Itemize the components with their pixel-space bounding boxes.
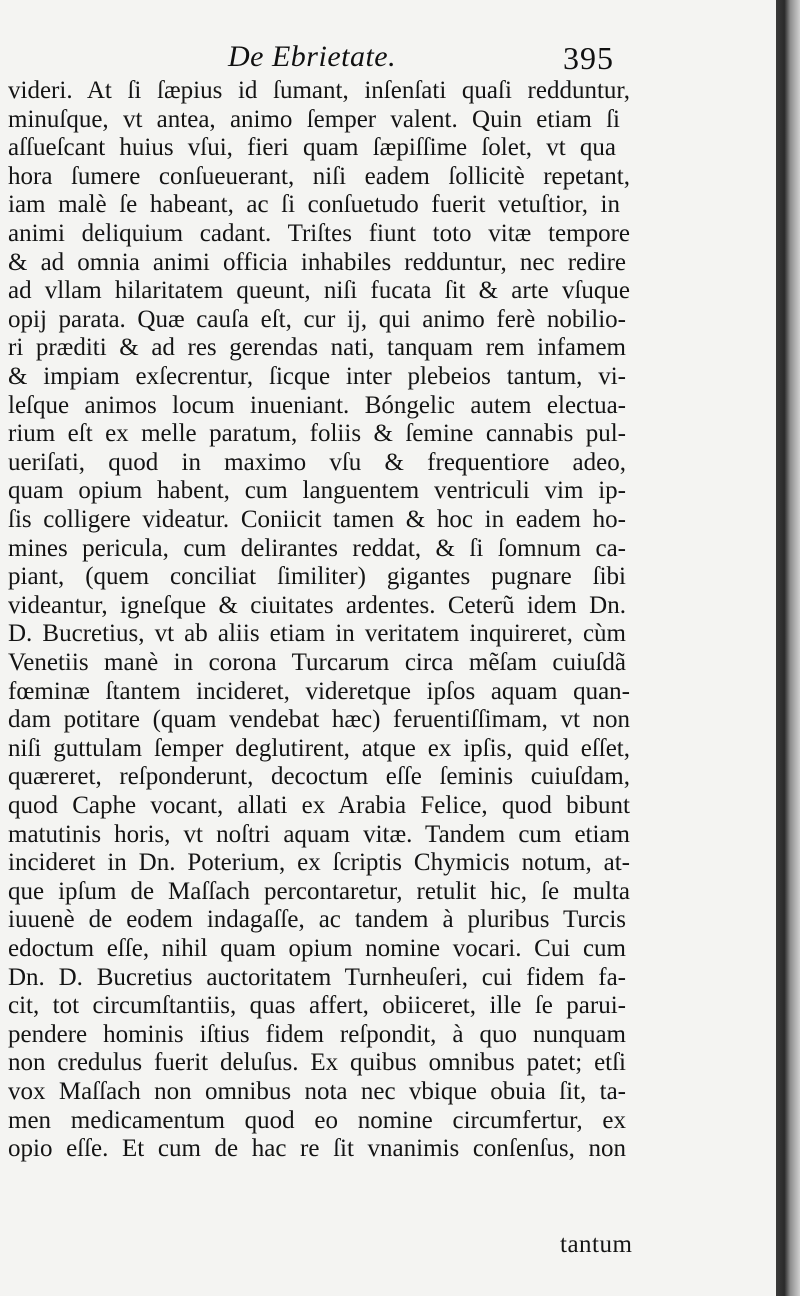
text-line: ad vllam hilaritatem queunt, niſi fucata ſit & arte vſuque — [8, 277, 630, 305]
text-line: que ipſum de Maſſach percontaretur, retulit hic, ſe multa — [8, 877, 630, 905]
text-line: opij parata. Quæ cauſa eſt, cur ij, qui animo ferè nobilio- — [8, 305, 626, 333]
text-line: cit, tot circumſtantiis, quas affert, obiiceret, ille ſe parui- — [8, 992, 626, 1020]
text-line: Venetiis manè in corona Turcarum circa mẽſam cuiuſdã — [8, 649, 626, 676]
text-line: iam malè ſe habeant, ac ſi conſuetudo fuerit vetuſtior, in — [8, 191, 620, 219]
text-line: matutinis horis, vt noſtri aquam vitæ. Tandem cum etiam — [8, 820, 630, 848]
text-line: Dn. D. Bucretius auctoritatem Turnheuſeri, cui fidem fa- — [8, 963, 626, 991]
text-line: men medicamentum quod eo nomine circumfertur, ex — [8, 1106, 626, 1134]
text-line: ſis colligere videatur. Coniicit tamen & hoc in eadem ho- — [8, 506, 626, 533]
text-line: ueriſati, quod in maximo vſu & frequentiore adeo, — [8, 448, 626, 476]
text-line: ri præditi & ad res gerendas nati, tanquam rem infamem — [8, 334, 626, 362]
text-line: dam potitare (quam vendebat hæc) feruentiſſimam, vt non — [8, 706, 630, 734]
text-line: videri. At ſi ſæpius id ſumant, inſenſati quaſi redduntur, — [8, 77, 630, 104]
text-line: incideret in Dn. Poterium, ex ſcriptis Chymicis notum, at- — [8, 849, 630, 877]
text-line: aſſueſcant huius vſui, fieri quam ſæpiſſime ſolet, vt qua — [8, 134, 616, 162]
text-line: non credulus fuerit deluſus. Ex quibus omnibus patet; etſi — [8, 1049, 626, 1077]
text-line: vox Maſſach non omnibus nota nec vbique obuia ſit, ta- — [8, 1078, 626, 1105]
text-line: pendere hominis iſtius fidem reſpondit, à quo nunquam — [8, 1020, 626, 1048]
running-title: De Ebrietate. — [228, 40, 397, 73]
text-line: niſi guttulam ſemper deglutirent, atque ex ipſis, quid eſſet, — [8, 734, 630, 762]
text-line: iuuenè de eodem indagaſſe, ac tandem à pluribus Turcis — [8, 906, 626, 934]
text-line: rium eſt ex melle paratum, foliis & ſemine cannabis pul- — [8, 420, 626, 448]
text-line: & impiam exſecrentur, ſicque inter plebeios tantum, vi- — [8, 363, 626, 390]
text-line: edoctum eſſe, nihil quam opium nomine vocari. Cui cum — [8, 935, 626, 962]
text-line: animi deliquium cadant. Triſtes fiunt toto vitæ tempore — [8, 220, 630, 247]
page-number: 395 — [563, 40, 614, 76]
text-line: opio eſſe. Et cum de hac re ſit vnanimis conſenſus, non — [8, 1135, 626, 1163]
catchword: tantum — [560, 1231, 633, 1258]
text-line: D. Bucretius, vt ab aliis etiam in veritatem inquireret, cùm — [8, 620, 626, 648]
text-line: & ad omnia animi officia inhabiles redduntur, nec redire — [8, 248, 626, 276]
page-edge-shadow — [776, 0, 800, 1296]
text-line: quæreret, reſponderunt, decoctum eſſe ſeminis cuiuſdam, — [8, 763, 630, 791]
text-line: leſque animos locum inueniant. Bóngelic autem electua- — [8, 391, 626, 419]
text-line: quam opium habent, cum languentem ventriculi vim ip- — [8, 477, 626, 505]
text-line: quod Caphe vocant, allati ex Arabia Felice, quod bibunt — [8, 792, 630, 819]
text-line: fœminæ ſtantem incideret, videretque ipſos aquam quan- — [8, 677, 630, 705]
text-line: mines pericula, cum delirantes reddat, & ſi ſomnum ca- — [8, 534, 626, 562]
text-line: videantur, igneſque & ciuitates ardentes. Ceterũ idem Dn. — [8, 591, 626, 619]
text-line: hora ſumere conſueuerant, niſi eadem ſollicitè repetant, — [8, 162, 630, 190]
text-line: piant, (quem conciliat ſimiliter) gigantes pugnare ſibi — [8, 563, 626, 591]
text-line: minuſque, vt antea, animo ſemper valent. Quin etiam ſi — [8, 105, 620, 133]
